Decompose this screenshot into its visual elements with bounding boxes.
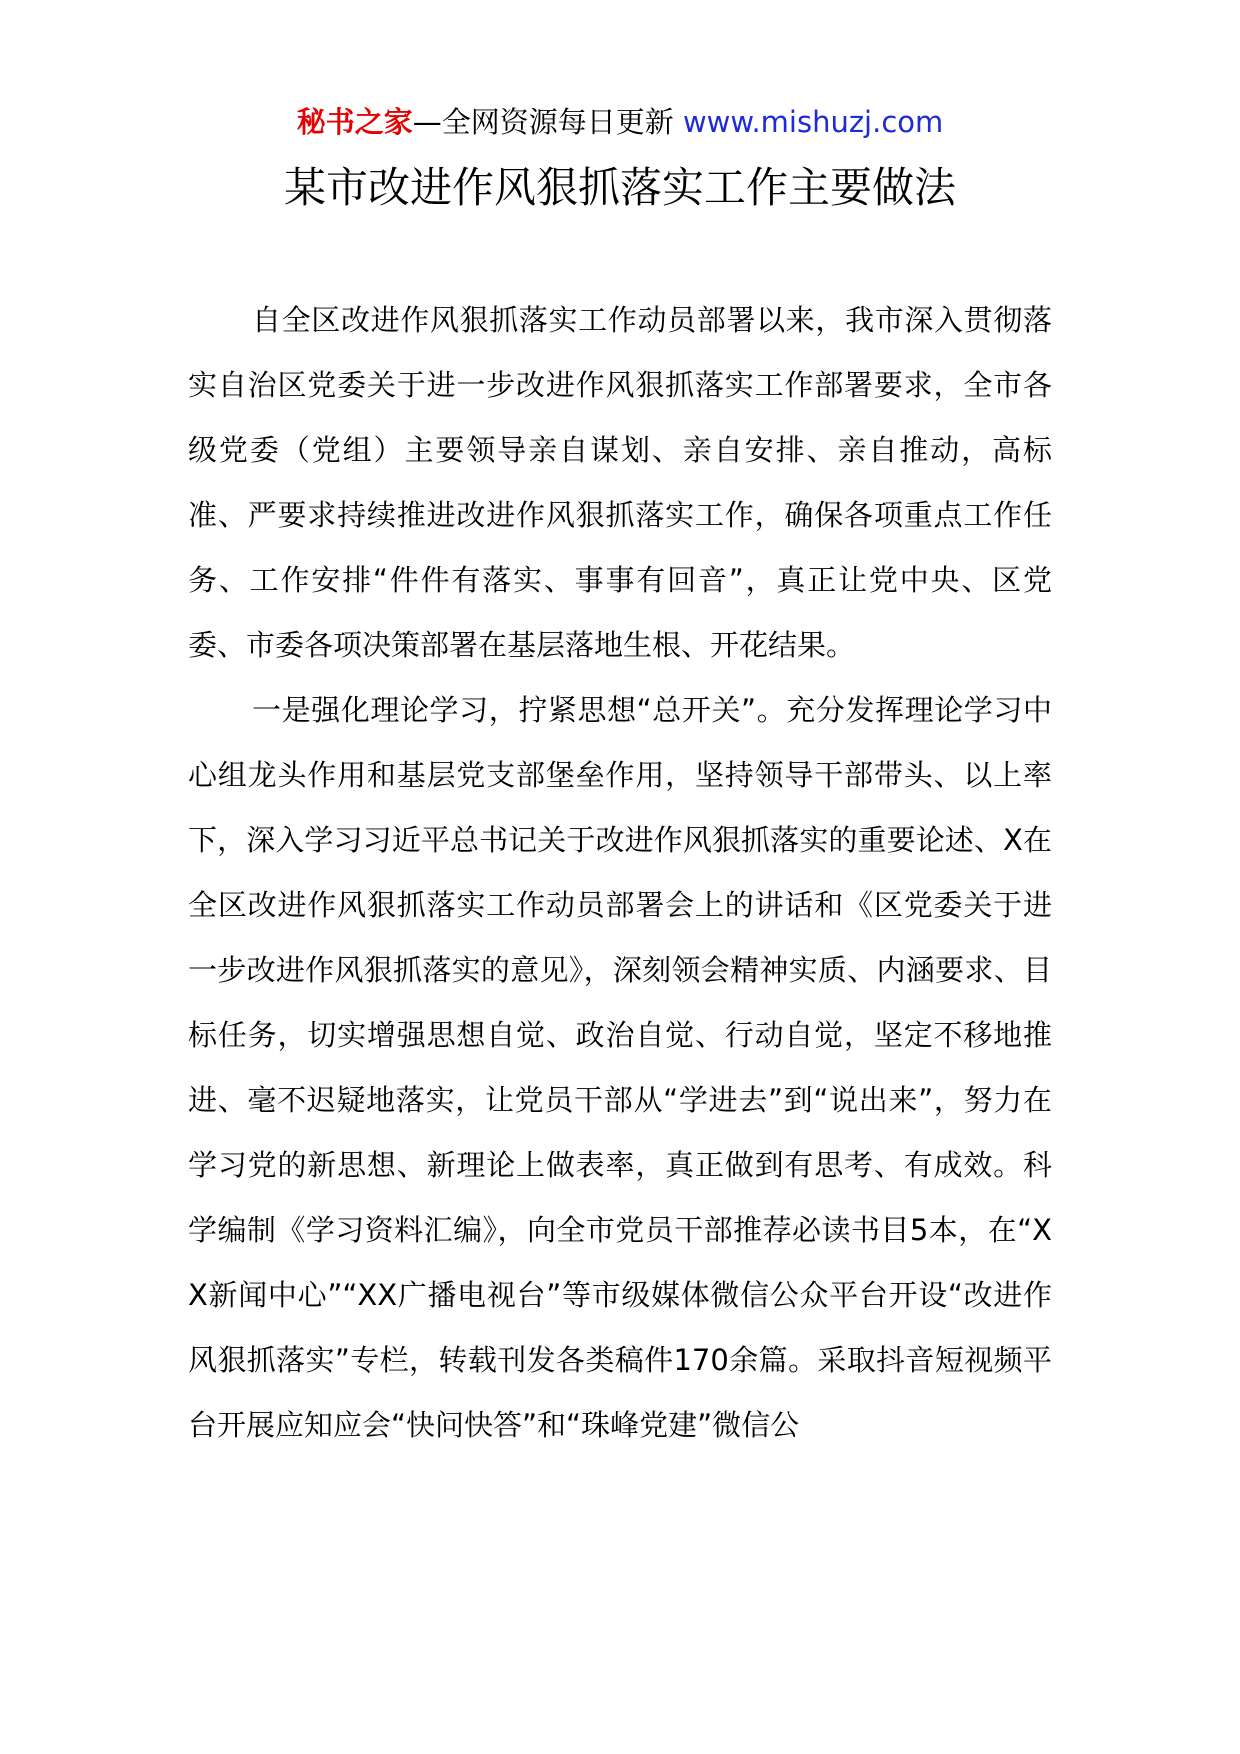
paragraph-theory-study: 一是强化理论学习，拧紧思想“总开关”。充分发挥理论学习中心组龙头作用和基层党支部堡垒作用，坚持领导干部带头、以上率下，深入学习习近平总书记关于改进作风狠抓落实的重要论述、X在全区改进作风狠抓落实工作动员部署会上的讲话和《区党委关于进一步改进作风狠抓落实的意见》，深刻领会精神实质、内涵要求、目标任务，切实增强思想自觉、政治自觉、行动自觉，坚定不移地推进、毫不迟疑地落实，让党员干部从“学进去”到“说出来”，努力在学习党的新思想、新理论上做表率，真正做到有思考、有成效。科学编制《学习资料汇编》，向全市党员干部推荐必读书目5本，在“XX新闻中心”“XX广播电视台”等市级媒体微信公众平台开设“改进作风狠抓落实”专栏，转载刊发各类稿件170余篇。采取抖音短视频平台开展应知应会“快问快答”和“珠峰党建”微信公	[188, 693, 1052, 1442]
site-header	[0, 102, 1240, 142]
site-tagline: —全网资源每日更新	[412, 105, 674, 139]
document-title: 某市改进作风狠抓落实工作主要做法	[283, 163, 956, 212]
site-brand: 秘书之家	[296, 105, 413, 139]
paragraph-intro: 自全区改进作风狠抓落实工作动员部署以来，我市深入贯彻落实自治区党委关于进一步改进作风狠抓落实工作部署要求，全市各级党委（党组）主要领导亲自谋划、亲自安排、亲自推动，高标准、严要求持续推进改进作风狠抓落实工作，确保各项重点工作任务、工作安排“件件有落实、事事有回音”，真正让党中央、区党委、市委各项决策部署在基层落地生根、开花结果。	[188, 303, 1052, 662]
document-body	[188, 288, 1052, 1458]
site-url: www.mishuzj.com	[682, 105, 944, 139]
